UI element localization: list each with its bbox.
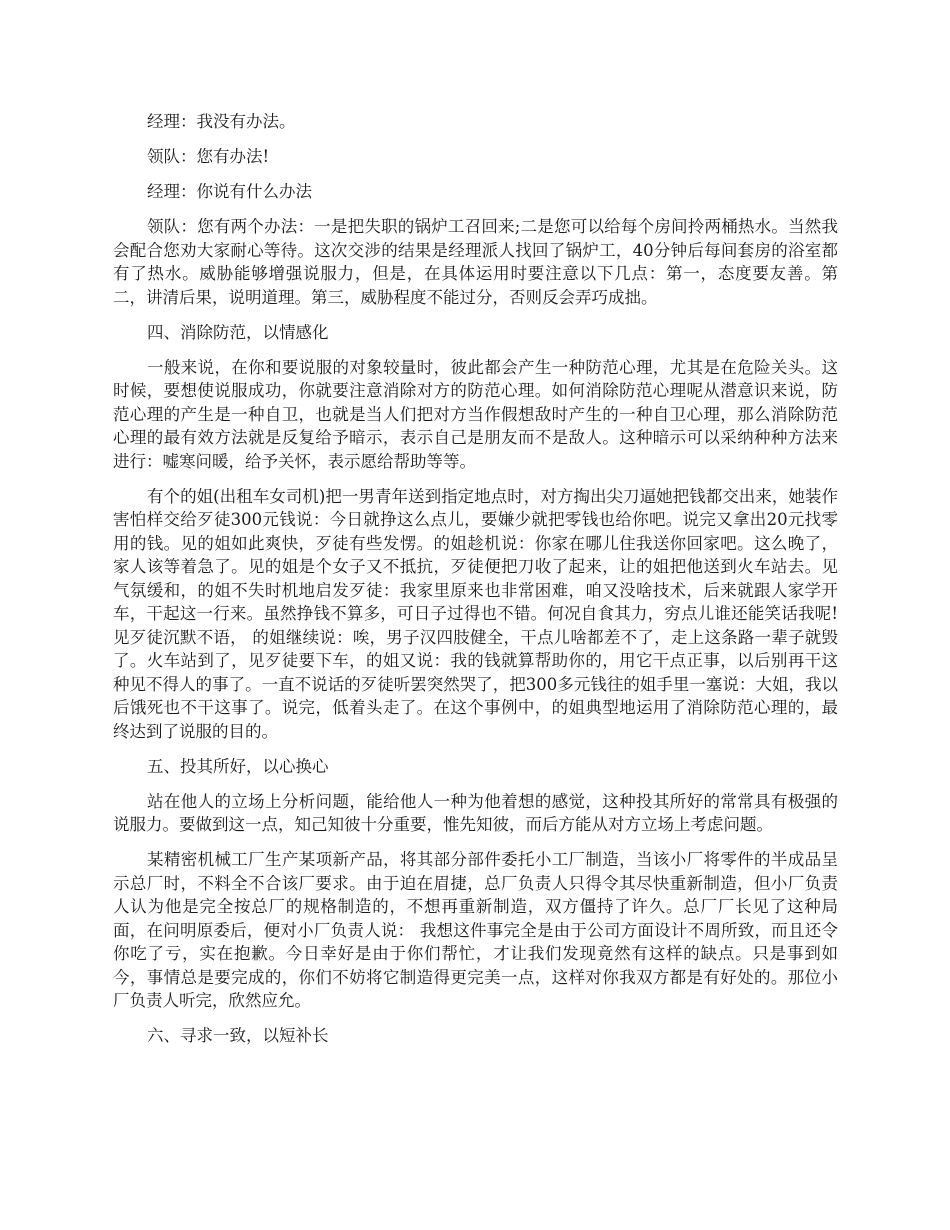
dialogue-line: 领队：您有办法! — [147, 147, 270, 166]
body-paragraph: 领队：您有两个办法：一是把失职的锅炉工召回来;二是您可以给每个房间拎两桶热水。当然我会配合您劝大家耐心等待。这次交涉的结果是经理派人找回了锅炉工，40分钟后每间套房的浴室都有了热水。威胁能够增强说服力，但是，在具体运用时要注意以下几点：第一，态度要友善。第二，讲清后果，说明道理。第三，威胁程度不能过分，否则反会弄巧成拙。 — [113, 217, 838, 307]
body-paragraph: 某精密机械工厂生产某项新产品，将其部分部件委托小工厂制造，当该小厂将零件的半成品呈示总厂时，不料全不合该厂要求。由于迫在眉捷，总厂负责人只得令其尽快重新制造，但小厂负责人认为他是完全按总厂的规格制造的，不想再重新制造，双方僵持了许久。总厂厂长见了这种局面，在问明原委后，便对小厂负责人说： 我想这件事完全是由于公司方面设计不周所致，而且还令你吃了亏，实在抱歉。今日幸好是由于你们帮忙，才让我们发现竟然有这样的缺点。只是事到如今，事情总是要完成的，你们不妨将它制造得更完美一点，这样对你我双方都是有好处的。那位小厂负责人听完，欣然应允。 — [113, 850, 838, 1010]
body-paragraph: 有个的姐(出租车女司机)把一男青年送到指定地点时，对方掏出尖刀逼她把钱都交出来，她装作害怕样交给歹徒300元钱说：今日就挣这么点儿，要嫌少就把零钱也给你吧。说完又拿出20元找零用的钱。见的姐如此爽快，歹徒有些发愣。的姐趁机说：你家在哪儿住我送你回家吧。这么晚了，家人该等着急了。见的姐是个女子又不抵抗，歹徒便把刀收了起来，让的姐把他送到火车站去。见气氛缓和，的姐不失时机地启发歹徒：我家里原来也非常困难，咱又没啥技术，后来就跟人家学开车，干起这一行来。虽然挣钱不算多，可日子过得也不错。何况自食其力，穷点儿谁还能笑话我呢!见歹徒沉默不语， 的姐继续说：唉，男子汉四肢健全，干点儿啥都差不了，走上这条路一辈子就毁了。火车站到了，见歹徒要下车，的姐又说：我的钱就算帮助你的，用它干点正事，以后别再干这种见不得人的事了。一直不说话的歹徒听罢突然哭了，把300多元钱往的姐手里一塞说：大姐，我以后饿死也不干这事了。说完，低着头走了。在这个事例中，的姐典型地运用了消除防范心理的，最终达到了说服的目的。 — [113, 486, 838, 741]
section-heading: 六、寻求一致，以短补长 — [147, 1026, 329, 1045]
body-paragraph: 一般来说，在你和要说服的对象较量时，彼此都会产生一种防范心理，尤其是在危险关头。这时候，要想使说服成功，你就要注意消除对方的防范心理。如何消除防范心理呢从潜意识来说，防范心理的产生是一种自卫，也就是当人们把对方当作假想敌时产生的一种自卫心理，那么消除防范心理的最有效方法就是反复给予暗示，表示自己是朋友而不是敌人。这种暗示可以采纳种种方法来进行：嘘寒问暖，给予关怀，表示愿给帮助等等。 — [113, 357, 838, 471]
body-paragraph: 站在他人的立场上分析问题，能给他人一种为他着想的感觉，这种投其所好的常常具有极强的说服力。要做到这一点，知己知彼十分重要，惟先知彼，而后方能从对方立场上考虑问题。 — [113, 791, 838, 834]
dialogue-line: 经理：你说有什么办法 — [147, 182, 312, 201]
section-heading: 四、消除防范，以情感化 — [147, 322, 329, 342]
document-body — [113, 110, 838, 1059]
dialogue-line: 经理：我没有办法。 — [147, 112, 296, 131]
section-heading: 五、投其所好，以心换心 — [147, 756, 329, 776]
